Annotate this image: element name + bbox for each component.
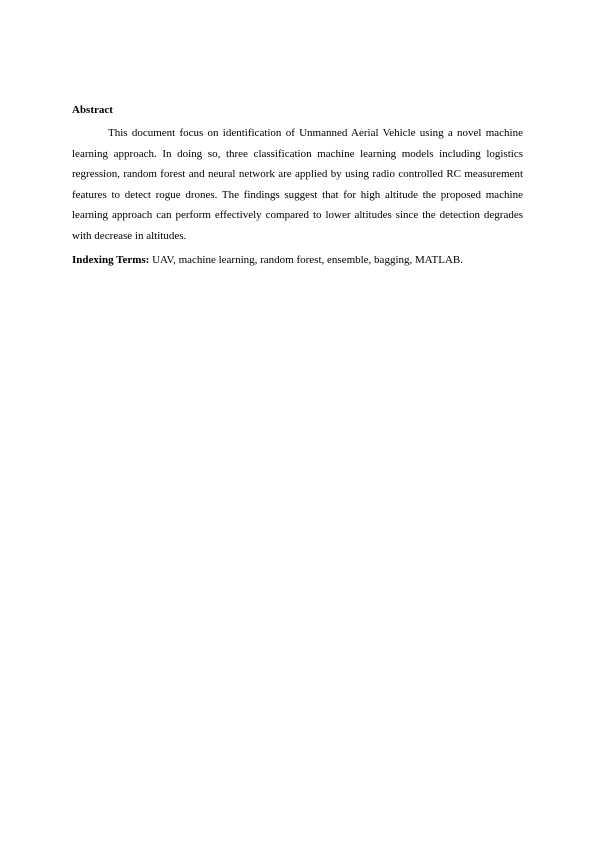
- indexing-terms-value: UAV, machine learning, random forest, ensemble, bagging, MATLAB.: [152, 253, 463, 266]
- indexing-terms-label: Indexing Terms:: [72, 253, 150, 266]
- abstract-paragraph: This document focus on identification of Unmanned Aerial Vehicle using a novel machine learning approach. In doing so, three classification machine learning models including logistics regression, random forest and neural network are applied by using radio controlled RC measurement features to detect rogue drones. The findings suggest that for high altitude the proposed machine learning approach can perform effectively compared to lower altitudes since the detection degrades with decrease in altitudes.: [72, 127, 523, 242]
- indexing-terms: [72, 252, 523, 268]
- abstract-heading: Abstract: [72, 104, 113, 116]
- abstract-section: [72, 102, 523, 268]
